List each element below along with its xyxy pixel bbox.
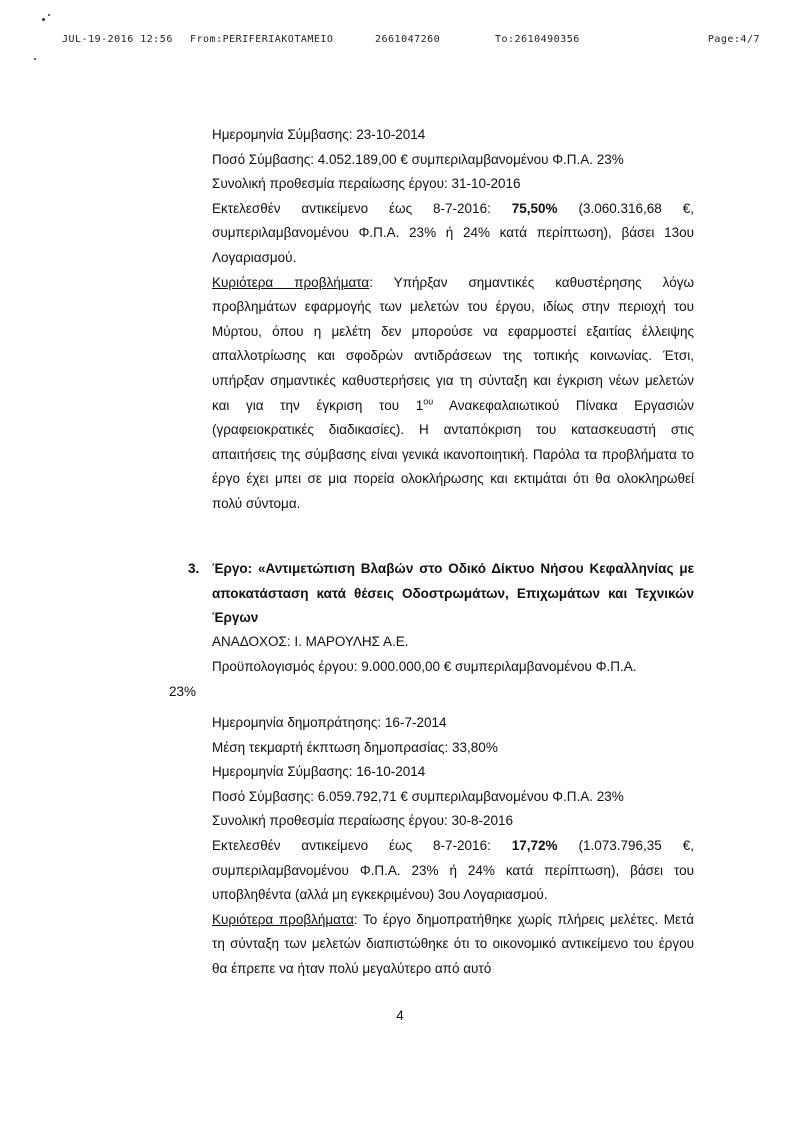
- problems-text: : Το έργο δημοπρατήθηκε χωρίς πλήρεις μελέτες. Μετά τη σύνταξη των μελετών διαπιστώθηκε ότι το οικονομικό αντικείμενο του έργου θα έπρεπε να ήταν πολύ μεγαλύτερο από αυτό: [212, 911, 695, 976]
- main-problems: [212, 908, 694, 982]
- executed-suffix: (1.073.796,35 €, συμπεριλαμβανομένου Φ.Π.Α. 23% ή 24% κατά περίπτωση), βάσει του υποβληθέντα (αλλά μη εγκεκριμένου) 3ου Λογαριασμού.: [212, 837, 694, 903]
- item-number: 3.: [188, 561, 200, 576]
- problems-text-2: Ανακεφαλαιωτικού Πίνακα Εργασιών (γραφειοκρατικές διαδικασίες). Η ανταπόκριση του κατασκευαστή στις απαιτήσεις της σύμβασης είναι γενικά ικανοποιητική. Παρόλα τα προβλήματα το έργο έχει μπει σε μια πορεία ολοκλήρωσης και εκτιμάται ότι θα ολοκληρωθεί πολύ σύντομα.: [212, 397, 694, 511]
- scan-speck: [48, 14, 50, 16]
- scan-speck: [42, 18, 45, 21]
- average-discount: Μέση τεκμαρτή έκπτωση δημοπρασίας: 33,80%: [212, 739, 498, 755]
- problems-text-1: : Υπήρξαν σημαντικές καθυστέρησης λόγω προβλημάτων εφαρμογής των μελετών του έργου, ιδίως στην περιοχή του Μύρτου, όπου η μελέτη δεν μπορούσε να εφαρμοστεί εξαιτίας έλλειψης απαλλοτρίωσης και σφοδρών αντιδράσεων της τοπικής κοινωνίας. Έτσι, υπήρξαν σημαντικές καθυστερήσεις για τη σύνταξη και έγκριση νέων μελετών και για την έγκριση του 1: [212, 274, 694, 413]
- scan-speck: [34, 58, 36, 60]
- project-title: Έργο: «Αντιμετώπιση Βλαβών στο Οδικό Δίκτυο Νήσου Κεφαλληνίας με αποκατάσταση κατά θέσεις Οδοστρωμάτων, Επιχωμάτων και Τεχνικών Έργων: [212, 561, 694, 626]
- project-3-contractor-budget: [212, 630, 694, 679]
- tender-date: Ημερομηνία δημοπράτησης: 16-7-2014: [212, 715, 447, 730]
- completion-deadline: Συνολική προθεσμία περαίωσης έργου: 30-8-2016: [212, 813, 514, 829]
- contract-date: Ημερομηνία Σύμβασης: 16-10-2014: [212, 764, 426, 780]
- project-2-details: [212, 123, 694, 517]
- fax-page: Page:4/7: [707, 34, 760, 45]
- contract-date: Ημερομηνία Σύμβασης: 23-10-2014: [212, 127, 426, 142]
- main-problems: [212, 271, 694, 517]
- fax-header: [40, 34, 760, 50]
- project-3-details: [212, 711, 694, 982]
- executed-percent: 17,72%: [511, 837, 558, 853]
- page-number: 4: [396, 1008, 404, 1023]
- executed-suffix: (3.060.316,68 €, συμπεριλαμβανομένου Φ.Π.Α. 23% ή 24% κατά περίπτωση), βάσει 13ου Λογαριασμού.: [212, 200, 694, 265]
- executed-progress: [212, 834, 694, 908]
- problems-label: Κυριότερα προβλήματα: [212, 911, 354, 927]
- fax-from-phone: 2661047260: [375, 34, 441, 45]
- executed-progress: [212, 197, 694, 271]
- fax-from: From:PERIFERIAKOTAMEIO: [190, 34, 334, 45]
- completion-deadline: Συνολική προθεσμία περαίωσης έργου: 31-10-2016: [212, 176, 521, 192]
- fax-date-time: JUL-19-2016 12:56: [62, 34, 173, 45]
- executed-prefix: Εκτελεσθέν αντικείμενο έως 8-7-2016:: [212, 837, 512, 853]
- problems-superscript: ου: [423, 396, 434, 407]
- contract-amount: Ποσό Σύμβασης: 6.059.792,71 € συμπεριλαμβανομένου Φ.Π.Α. 23%: [212, 788, 624, 804]
- contractor: ΑΝΑΔΟΧΟΣ: Ι. ΜΑΡΟΥΛΗΣ Α.Ε.: [212, 634, 409, 649]
- budget-tail: 23%: [169, 684, 197, 699]
- executed-prefix: Εκτελεσθέν αντικείμενο έως 8-7-2016:: [212, 200, 512, 216]
- project-3-heading: [178, 557, 694, 631]
- budget: Προϋπολογισμός έργου: 9.000.000,00 € συμπεριλαμβανομένου Φ.Π.Α.: [212, 658, 637, 674]
- problems-label: Κυριότερα προβλήματα: [212, 274, 370, 290]
- executed-percent: 75,50%: [511, 200, 558, 216]
- contract-amount: Ποσό Σύμβασης: 4.052.189,00 € συμπεριλαμβανομένου Φ.Π.Α. 23%: [212, 151, 624, 167]
- fax-to: To:2610490356: [495, 34, 580, 45]
